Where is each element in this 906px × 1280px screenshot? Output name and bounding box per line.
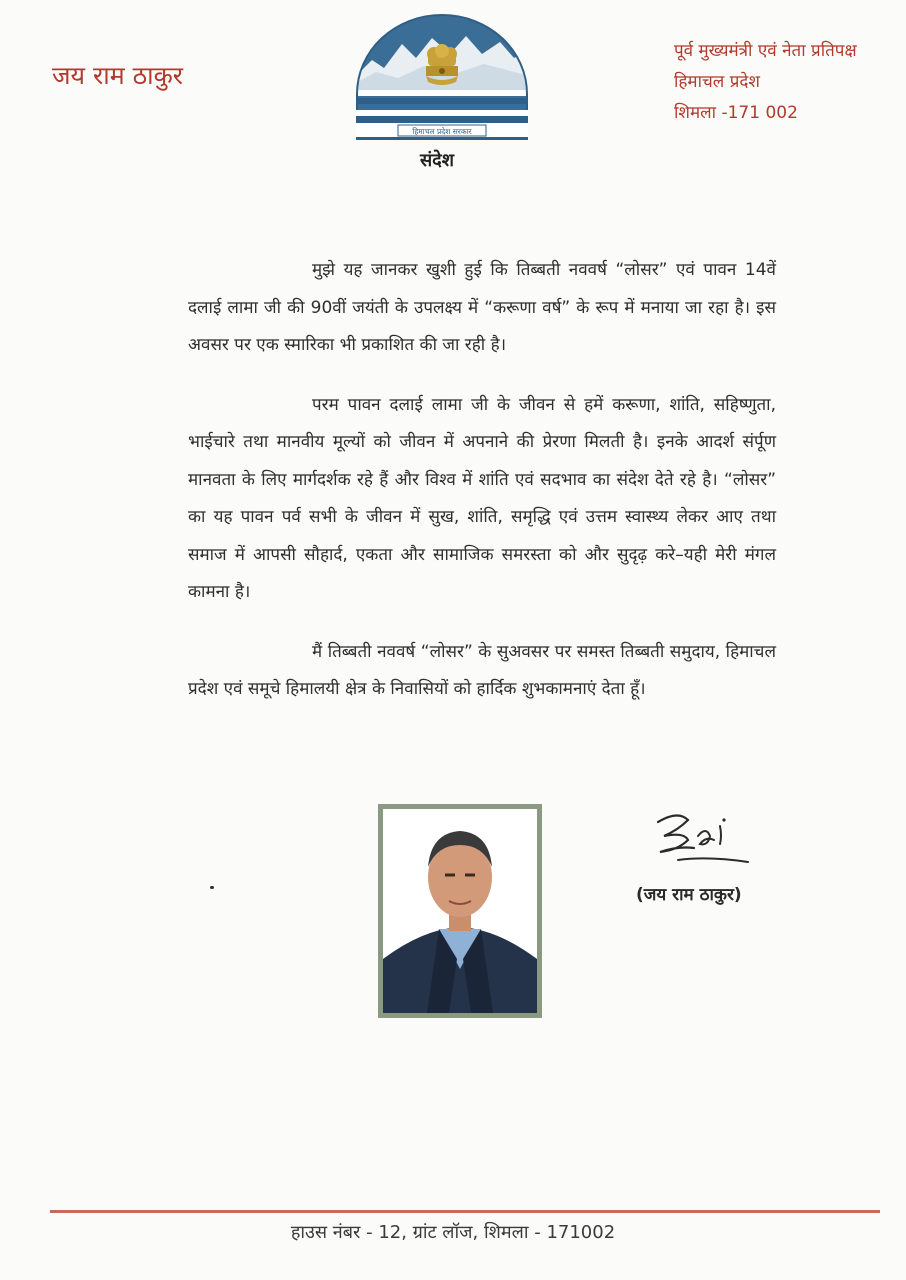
emblem-caption: हिमाचल प्रदेश सरकार xyxy=(412,127,472,136)
designation-line: पूर्व मुख्यमंत्री एवं नेता प्रतिपक्ष xyxy=(674,41,857,61)
handwritten-signature xyxy=(648,806,758,876)
portrait-photo xyxy=(378,804,542,1018)
footer-address: हाउस नंबर - 12, ग्रांट लॉज, शिमला - 171002 xyxy=(290,1222,616,1243)
himachal-government-emblem xyxy=(354,14,530,140)
message-paragraph-1: मुझे यह जानकर खुशी हुई कि तिब्बती नववर्ष “लोसर” एवं पावन 14वें दलाई लामा जी की 90वीं जयंती के उपलक्ष्य में “करूणा वर्ष” के रूप में मनाया जा रहा है। इस अवसर पर एक स्मारिका भी प्रकाशित की जा रही है। xyxy=(188,260,776,355)
city-pin-line: शिमला -171 002 xyxy=(674,103,798,123)
message-body xyxy=(188,252,776,731)
state-line: हिमाचल प्रदेश xyxy=(674,72,760,92)
message-paragraph-3: मैं तिब्बती नववर्ष “लोसर” के सुअवसर पर समस्त तिब्बती समुदाय, हिमाचल प्रदेश एवं समूचे हिमालयी क्षेत्र के निवासियों को हार्दिक शुभकामनाएं देता हूँ। xyxy=(188,641,776,699)
signatory-name: (जय राम ठाकुर) xyxy=(636,885,742,905)
subject-heading: संदेश xyxy=(420,150,454,171)
portrait-image xyxy=(383,809,537,1013)
message-paragraph-2: परम पावन दलाई लामा जी के जीवन से हमें करूणा, शांति, सहिष्णुता, भाईचारे तथा मानवीय मूल्यों को जीवन में अपनाने की प्रेरणा मिलती है। इनके आदर्श संर्पूण मानवता के लिए मार्गदर्शक रहे हैं और विश्व में शांति एवं सदभाव का संदेश देते रहे है। “लोसर” का यह पावन पर्व सभी के जीवन में सुख, शांति, समृद्धि एवं उत्तम स्वास्थ्य लेकर आए तथा समाज में आपसी सौहार्द, एकता और सामाजिक समरस्ता को और सुदृढ़ करे–यही मेरी मंगल कामना है। xyxy=(188,394,776,602)
scan-speck xyxy=(210,886,214,889)
letterhead-name: जय राम ठाकुर xyxy=(52,61,184,90)
designation-block xyxy=(674,36,898,129)
footer-divider xyxy=(50,1210,880,1213)
